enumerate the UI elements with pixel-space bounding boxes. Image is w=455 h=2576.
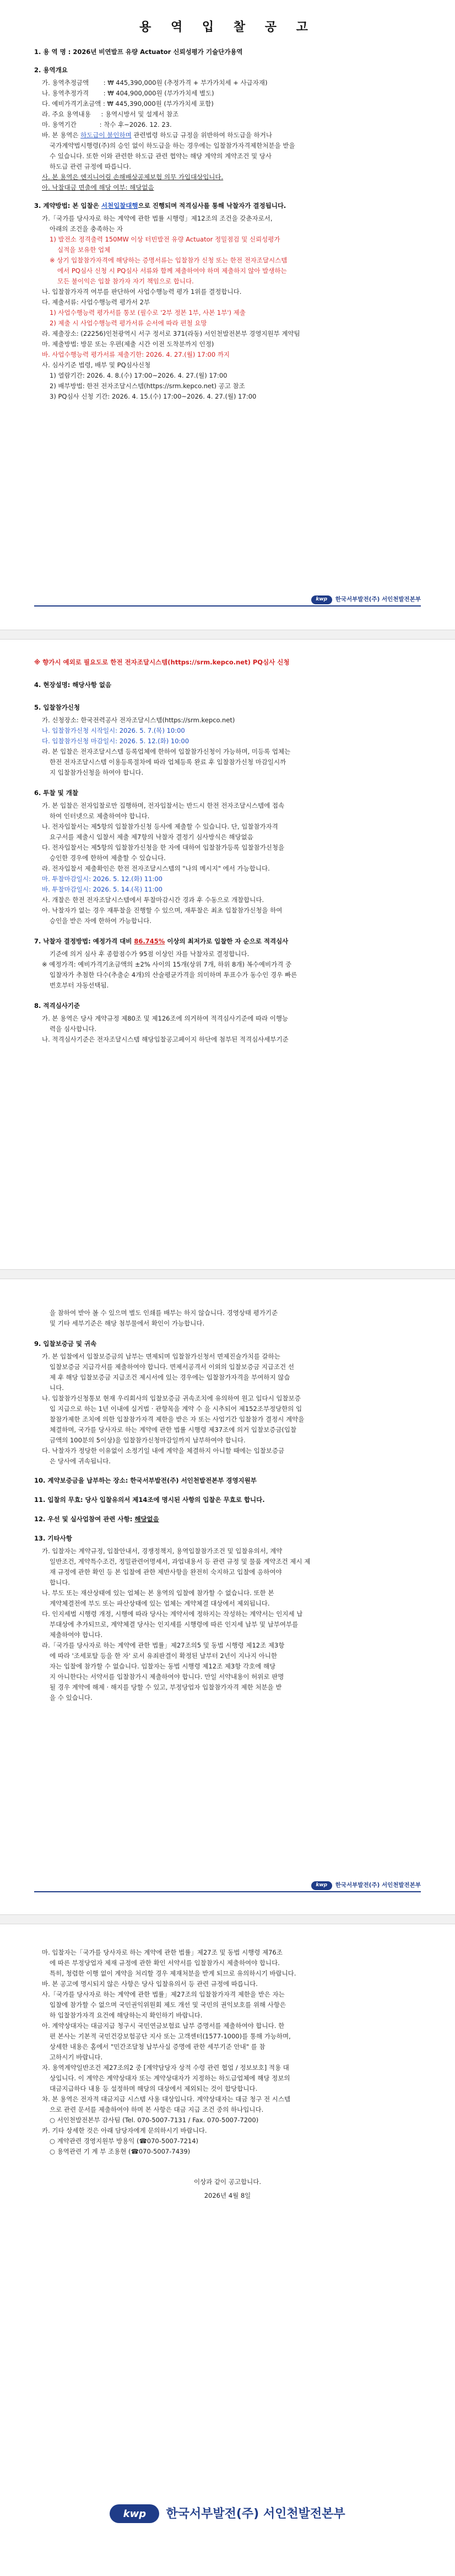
issuer-name: 한국서부발전(주) 서인천발전본부 xyxy=(166,2507,345,2521)
registration-item: 다. 입찰참가신청 마감일시: 2026. 5. 12.(화) 10:00 xyxy=(42,737,189,745)
bidding-item: 사. 개찰은 한전 전자조달시스템에서 투찰마감시간 경과 후 수동으로 개찰합니다. xyxy=(42,896,264,904)
misc-item: 대금지급하다 내용 등 설정하며 해당의 대상에서 제외되는 것이 합당합니다. xyxy=(50,2085,258,2092)
submission-place: 라. 제출장소: (22256)인천광역시 서구 정서로 371(라동) 서인천발전본부 경영지원부 계약팀 xyxy=(42,330,300,337)
bond-item: 가. 본 입찰에서 입찰보증금의 납부는 면제되며 입찰참가신청서 면제진술가치를 갈하는 xyxy=(42,1353,280,1360)
bond-item: 금액의 100분의 5이상)을 입찰참가신청마감일까지 납부하여야 합니다. xyxy=(50,1436,246,1444)
pq-notice: ※ 향가시 예외로 필요도로 한전 전자조달시스템(https://srm.kepco.net) PQ심사 신청 xyxy=(34,658,290,666)
overview-item: 가. 용역추정금액 : ₩ 445,390,000원 (추정가격 + 부가가치세 + 사급자재) xyxy=(42,79,268,87)
footer-divider xyxy=(34,605,421,607)
pq-item: 2) 배부방법: 한전 전자조달시스템(https://srm.kepco.net) 공고 참조 xyxy=(50,382,245,390)
misc-item: 제출하여야 합니다. xyxy=(50,1631,103,1639)
misc-item: 지 아니한다는 서약서를 입찰참가시 제출하여야 합니다. 만일 서약내용이 허위로 판명 xyxy=(50,1673,284,1681)
subcontract-link[interactable]: 하도급이 불인하며 xyxy=(80,131,132,139)
award-rate: 86.745% xyxy=(134,937,165,945)
misc-item: 일반조건, 계약특수조건, 정밀관련어명세서, 과업내용서 등 관련 규정 및 물품 계약조건 제시 제 xyxy=(50,1558,311,1565)
misc-item: 라.「국가를 당사자로 하는 계약에 관한 법률」제27조의5 및 동법 시행령 제12조 제3항 xyxy=(42,1641,285,1649)
misc-item: 계약체결전에 부도 또는 파산상태에 있는 업체는 계약체결 대상에서 제외됩니다. xyxy=(50,1600,270,1607)
eligibility-law: 가.「국가를 당사자로 하는 계약에 관한 법률 시행령」제12조의 조건을 갖춘자로서, xyxy=(42,214,273,222)
misc-item: 으로 관련 문서를 제출하여야 하며 본 사항은 대금 지급 조건 중의 하나입니다. xyxy=(50,2106,264,2113)
review-item: 력을 심사합니다. xyxy=(50,1025,97,1033)
eligibility-note: 모든 불이익은 입찰 참가자 자기 책임으로 합니다. xyxy=(57,277,194,285)
bid-deadline: 바. 투찰마감일시: 2026. 5. 14.(목) 11:00 xyxy=(42,886,162,893)
bidding-item: 아. 낙찰자가 없는 경우 재투찰을 진행할 수 있으며, 재투찰은 최초 입찰참가신청을 하여 xyxy=(42,906,283,914)
misc-item: 될 경우 계약에 해제 · 해지를 당할 수 있고, 부정당업자 입찰참가자격 제한 처분을 받 xyxy=(50,1683,282,1691)
misc-item: 특히, 청렴한 이행 없이 계약을 처리할 경우 제재처분을 받게 되므로 유의하시기 바랍니다. xyxy=(50,1969,296,1977)
overview-item: 다. 예비가격기초금액 : ₩ 445,390,000원 (부가가치세 포함) xyxy=(42,100,214,108)
issuer-signature xyxy=(0,2504,455,2523)
misc-item: 마. 입찰자는「국가를 당사자로 하는 계약에 관한 법률」제27조 및 동법 시행령 제76조 xyxy=(42,1949,283,1956)
advance-payment-note: 아. 낙찰대금 면출에 해당 여부: 해당없음 xyxy=(42,184,154,191)
misc-item: 에 따라 '조세포탈 등을 한 자' 로서 유죄판결이 확정된 날부터 2년이 지나지 아니한 xyxy=(50,1652,277,1660)
page-3 xyxy=(0,1280,455,1914)
bond-item: 다. 낙찰자가 정당한 이유없이 소정기일 내에 계약을 체결하지 아니할 때에는 입찰보증금 xyxy=(42,1447,285,1455)
bond-item: 나. 입찰참가신청통보 현재 우리회사의 입찰보증금 귀속조치에 유의하여 원고 입다시 입찰보증 xyxy=(42,1394,301,1402)
misc-item: 아. 계약상대자는 대금지급 청구시 국민연금보험료 납부 증명서를 제출하여야 합니다. 한 xyxy=(42,2022,285,2030)
award-item: 입찰자가 추첨한 다수(추출순 4개)의 산술평균가격을 의미하며 투표수가 동수인 경우 빠른 xyxy=(50,971,297,979)
page-separator xyxy=(0,1914,455,1924)
page-1 xyxy=(0,0,455,629)
section-overview-heading: 2. 용역개요 xyxy=(34,66,68,74)
bidding-item: 하여 인터넷으로 제출하여야 합니다. xyxy=(50,812,150,820)
subcontract-line: 국가계약법시행령(주)의 승인 없이 하도급을 하는 경우에는 입찰참가자격제한처분을 받을 xyxy=(50,142,295,149)
footer-divider xyxy=(34,1891,421,1892)
evaluation-note: 나. 입찰참가자격 여부를 판단하여 사업수행능력 평가 1위를 결정합니다. xyxy=(42,288,242,296)
footer-logo: kwp 한국서부발전(주) 서인천발전본부 xyxy=(311,594,421,605)
registration-note: 지 입찰참가신청을 하여야 합니다. xyxy=(50,769,144,776)
misc-item: 상세한 내용은 홈에서 "민간조달청 납부사실 증명에 관한 세부기준 안내" 를 참 xyxy=(50,2043,266,2051)
section-priority: 12. 우선 및 실사업참여 관련 사항: 해당없음 xyxy=(34,1515,159,1523)
misc-item: 사.「국가를 당사자로 하는 계약에 관한 법률」제27조의 입찰참가자격 제한을 받은 자는 xyxy=(42,1990,285,1998)
section-contract-bond: 10. 계약보증금을 납부하는 장소: 한국서부발전(주) 서인천발전본부 경영지원부 xyxy=(34,1477,257,1484)
overview-item: 마. 용역기간 : 착수 후~2026. 12. 23. xyxy=(42,121,172,128)
section-misc: 13. 기타사항 xyxy=(34,1534,72,1542)
submission-method: 마. 제출방법: 방문 또는 우편(제출 시간 이전 도착분까지 인정) xyxy=(42,340,214,348)
section-service-name: 1. 용 역 명 : 2026년 비연발프 유량 Actuator 신뢰성평가 기술단가용역 xyxy=(34,48,243,56)
eligibility-law-cont: 아래의 조건을 충족하는 자 xyxy=(50,225,123,233)
registration-note: 라. 본 입찰은 전자조달시스템 등록업체에 한하여 입찰참가신청이 가능하며, 미등록 업체는 xyxy=(42,748,291,755)
subcontract-line: 수 있습니다. 또한 이와 관련한 하도급 관련 협약는 해당 계약의 계약조건 및 당사 xyxy=(50,152,272,160)
eligibility-note: ※ 상기 입찰참가자격에 해당하는 증명서류는 입찰참가 신청 또는 한전 전자조달시스템 xyxy=(50,256,288,264)
misc-item: 고하시기 바랍니다. xyxy=(50,2053,103,2061)
misc-item: 자. 용역계약일반조건 제27조의2 중 [계약담당자 상적 수령 관련 협업 / 정보보호] 적용 대 xyxy=(42,2064,289,2071)
page-2 xyxy=(0,641,455,1269)
subcontract-clause: 바. 본 용역은 하도급이 불인하며 관련법령 하도급 규정을 위반하여 하도급을 하거나 xyxy=(42,131,272,139)
closing-statement: 이상과 같이 공고합니다. xyxy=(193,2178,262,2186)
contact-line: ○ 계약관련 경영지원부 방용익 (☎070-5007-7214) xyxy=(50,2137,199,2145)
bond-item: 찰참가제한 조치에 의한 입찰참가자격 제한을 받은 자 또는 사업기간 입찰참가 결정시 계약을 xyxy=(50,1415,305,1423)
submission-deadline: 바. 사업수행능력 평가서류 제출기한: 2026. 4. 27.(월) 17:00 까지 xyxy=(42,351,230,358)
bid-agency-link[interactable]: 서천입찰대행 xyxy=(101,202,138,210)
registration-item: 가. 신청장소: 한국전력공사 전자조달시스템(https://srm.kepco.net) xyxy=(42,716,235,724)
misc-item: 가. 입찰자는 계약규정, 입찰안내서, 경쟁정책지, 용역입찰참가조건 및 입찰유의서, 계약 xyxy=(42,1547,283,1555)
page-separator xyxy=(0,630,455,640)
bidding-item: 승인한 경우에 한하여 제출할 수 있습니다. xyxy=(50,854,166,862)
bidding-item: 요구서를 제출시 입찰서 제출 제7항의 낙찰자 결정기 심사방식은 해당없음 xyxy=(50,833,253,841)
bidding-item: 나. 전자입찰서는 제5항의 입찰참가신청 등사에 제출할 수 있습니다. 단, 입찰참가자격 xyxy=(42,823,278,830)
section-contract-method: 3. 계약방법: 본 입찰은 서천입찰대행으로 진행되며 적격심사를 통해 낙찰자가 결정됩니다. xyxy=(34,202,286,210)
bidding-item: 가. 본 입찰은 전자입찰로만 집행하며, 전자입찰서는 반드시 한전 전자조달시스템에 접속 xyxy=(42,802,285,809)
submission-documents: 다. 제출서류: 사업수행능력 평가서 2부 xyxy=(42,298,150,306)
eligibility-note: 에서 PQ심사 신청 시 PQ심사 서류와 함께 제출하여야 하며 제출하지 않아 발생하는 xyxy=(57,267,287,275)
bond-item: 입 지급으로 하는 1년 이내에 실거법 · 관항목을 계약 수 을 시추되어 제152조부정당한의 입 xyxy=(50,1405,302,1413)
bond-item: 입찰보증금 지급각서를 제출하여야 합니다. 면제서공격서 이외의 입찰보증금 지급조건 선 xyxy=(50,1363,294,1371)
bond-item: 체결하며, 국가를 당사자로 하는 계약에 관한 법률 시행령 제37조에 의거 입찰보증금(입찰 xyxy=(50,1426,297,1434)
misc-item: 하 입찰참가자격 요건에 해당하는지 확인하기 바랍니다. xyxy=(50,2011,203,2019)
pq-item: 1) 열람기간: 2026. 4. 8.(수) 17:00~2026. 4. 27.(월) 17:00 xyxy=(50,372,228,379)
page-4 xyxy=(0,1925,455,2576)
misc-item: 부대상에 추가되므로, 계약체결 당사는 인지세를 시행령에 따른 인지세 납부 및 납부여부를 xyxy=(50,1620,299,1628)
pq-item: 3) PQ심사 신청 기간: 2026. 4. 15.(수) 17:00~2026. 4. 27.(월) 17:00 xyxy=(50,393,257,400)
section-bidding: 6. 투찰 및 개찰 xyxy=(34,789,78,797)
bond-item: 제 후 해당 입찰보증금 지급조건 제시서에 있는 경우에는 입찰참가자격을 부여하지 않습 xyxy=(50,1373,290,1381)
page-separator xyxy=(0,1269,455,1279)
bond-item: 니다. xyxy=(50,1384,64,1392)
award-item: 기준에 의거 심사 후 종합점수가 95점 이상인 자를 낙찰자로 결정합니다. xyxy=(50,950,250,958)
misc-item: 자는 입찰에 참가할 수 없습니다. 입찰자는 동법 시행령 제12조 제3항 각호에 해당 xyxy=(50,1662,276,1670)
overview-item: 라. 주요 용역내용 : 용역시방서 및 설계서 참조 xyxy=(42,110,179,118)
registration-item: 나. 입찰참가신청 시작일시: 2026. 5. 7.(목) 10:00 xyxy=(42,727,185,734)
review-item-cont: 및 기타 세부기준은 해당 첨부물에서 확인이 가능합니다. xyxy=(50,1319,205,1327)
misc-item: 차. 본 용역은 전자적 대금지급 시스템 사용 대상입니다. 계약상대자는 대금 청구 전 시스템 xyxy=(42,2095,291,2103)
review-item: 가. 본 용역은 당사 계약규정 제80조 및 제126조에 의거하여 적격심사기준에 따라 이행능 xyxy=(42,1015,289,1022)
company-logo-icon: kwp xyxy=(311,1881,332,1890)
bidding-item: 승인을 받은 자에 한하여 가능합니다. xyxy=(50,917,151,925)
pq-heading: 사. 심사기준 법령, 배부 및 PQ심사신청 xyxy=(42,361,151,369)
registration-note: 한전 전자조달시스템 이용등록절차에 따라 업체등록 완료 후 입찰참가신청 마감일시까 xyxy=(50,758,286,766)
review-item-cont: 을 참하여 받아 볼 수 있으며 별도 인쇄를 배부는 하지 않습니다. 경영상태 평가기준 xyxy=(50,1309,278,1317)
misc-item: 상입니다. 이 계약은 계약상대자 또는 계약상대자가 지정하는 하도급업체에 해당 정보의 xyxy=(50,2074,290,2082)
section-invalid-bid: 11. 입찰의 무효: 당사 입찰유의서 제14조에 명시된 사항의 입찰은 무효로 합니다. xyxy=(34,1496,265,1504)
misc-item: 입찰에 참가할 수 없으며 국민권익위원회 제도 개선 및 국민의 권익보호를 위해 사항은 xyxy=(50,2001,286,2009)
contact-line: ○ 서인천발전본부 감사팀 (Tel. 070-5007-7131 / Fax. 070-5007-7200) xyxy=(50,2116,259,2124)
misc-item: 합니다. xyxy=(50,1579,70,1586)
misc-item: 나. 부도 또는 재산상태에 있는 업체는 본 용역의 입찰에 참가할 수 없습니다. 또한 본 xyxy=(42,1589,274,1597)
section-bid-bond: 9. 입찰보증금 및 귀속 xyxy=(34,1340,97,1348)
submission-rule: 2) 제출 시 사업수행능력 평가서류 순서에 따라 편철 요망 xyxy=(50,319,207,327)
eligibility-requirement-cont: 실적을 보유한 업체 xyxy=(57,246,111,254)
submission-rule: 1) 사업수행능력 평가서를 통보 (필수로 '2부 정본 1부, 사본 1부') 제출 xyxy=(50,309,246,316)
misc-item: 에 따른 부정당업자 제재 규정에 관한 확인 서약서를 입찰참가시 제출하여야 합니다. xyxy=(50,1959,280,1967)
document-title: 용 역 입 찰 공 고 xyxy=(139,20,316,34)
misc-item: 재 규정에 관한 확인 등 본 입찰에 관한 제반사항을 완전히 숙지하고 입찰에 응하여야 xyxy=(50,1568,282,1576)
misc-item: 바. 본 공고에 명시되지 않은 사항은 당사 입찰유의서 등 관련 규정에 따릅니다. xyxy=(42,1980,258,1988)
section-site-briefing: 4. 현장설명: 해당사항 없음 xyxy=(34,681,112,689)
section-award-method: 7. 낙찰자 결정방법: 예정가격 대비 86.745% 이상의 최저가로 입찰한 자 순으로 적격심사 xyxy=(34,937,289,945)
bid-deadline: 마. 투찰마감일시: 2026. 5. 12.(화) 11:00 xyxy=(42,875,162,883)
award-item: ※ 예정가격: 예비가격기초금액의 ±2% 사이의 15개(상위 7개, 하위 8개) 복수예비가격 중 xyxy=(42,960,292,968)
contact-line: ○ 용역관련 기 계 부 조용현 (☎070-5007-7439) xyxy=(50,2148,191,2155)
eligibility-requirement: 1) 발전소 정격출력 150MW 이상 터빈발전 유량 Actuator 정밀점검 및 신뢰성평가 xyxy=(50,235,280,243)
footer-logo: kwp 한국서부발전(주) 서인천발전본부 xyxy=(311,1880,421,1891)
misc-item: 편 본사는 기본적 국민건강보험공단 지사 또는 고객센터(1577-1000)를 통해 가능하며, xyxy=(50,2032,291,2040)
bidding-item: 다. 전자입찰서는 제5항의 입찰참가신청을 한 자에 대하여 입찰참가등록 입찰참가신청을 xyxy=(42,844,285,851)
section-registration: 5. 입찰참가신청 xyxy=(34,704,80,711)
award-item: 번호부터 자동선택됨. xyxy=(50,981,109,989)
misc-item: 다. 인지세법 시행령 개정, 시행에 따라 당사는 계약서에 정하지는 작성하는 계약서는 인지세 납 xyxy=(42,1610,303,1618)
bond-item: 은 당사에 귀속됩니다. xyxy=(50,1457,111,1465)
company-logo-icon: kwp xyxy=(311,595,332,604)
contact-heading: 카. 기타 상세한 것은 아래 담당자에게 문의하시기 바랍니다. xyxy=(42,2127,207,2134)
bidding-item: 라. 전자입찰서 제출확인은 한전 전자조달시스템의 "나의 메시지" 에서 가능합니다. xyxy=(42,865,270,872)
section-review-criteria: 8. 적격심사기준 xyxy=(34,1002,80,1010)
misc-item: 을 수 있습니다. xyxy=(50,1694,93,1702)
review-item: 나. 적격심사기준은 전자조달시스템 해당입찰공고페이지 하단에 첨부된 적격심사세부기준 xyxy=(42,1035,289,1043)
company-logo-icon: kwp xyxy=(110,2504,159,2523)
overview-item: 나. 용역추정가격 : ₩ 404,900,000원 (부가가치세 별도) xyxy=(42,89,214,97)
notice-date: 2026년 4월 8일 xyxy=(204,2192,251,2199)
insurance-note: 사. 본 용역은 엔지니어링 손해배상공제보험 의무 가입대상입니다. xyxy=(42,173,224,181)
subcontract-line: 하도급 관련 규정에 따릅니다. xyxy=(50,163,131,170)
